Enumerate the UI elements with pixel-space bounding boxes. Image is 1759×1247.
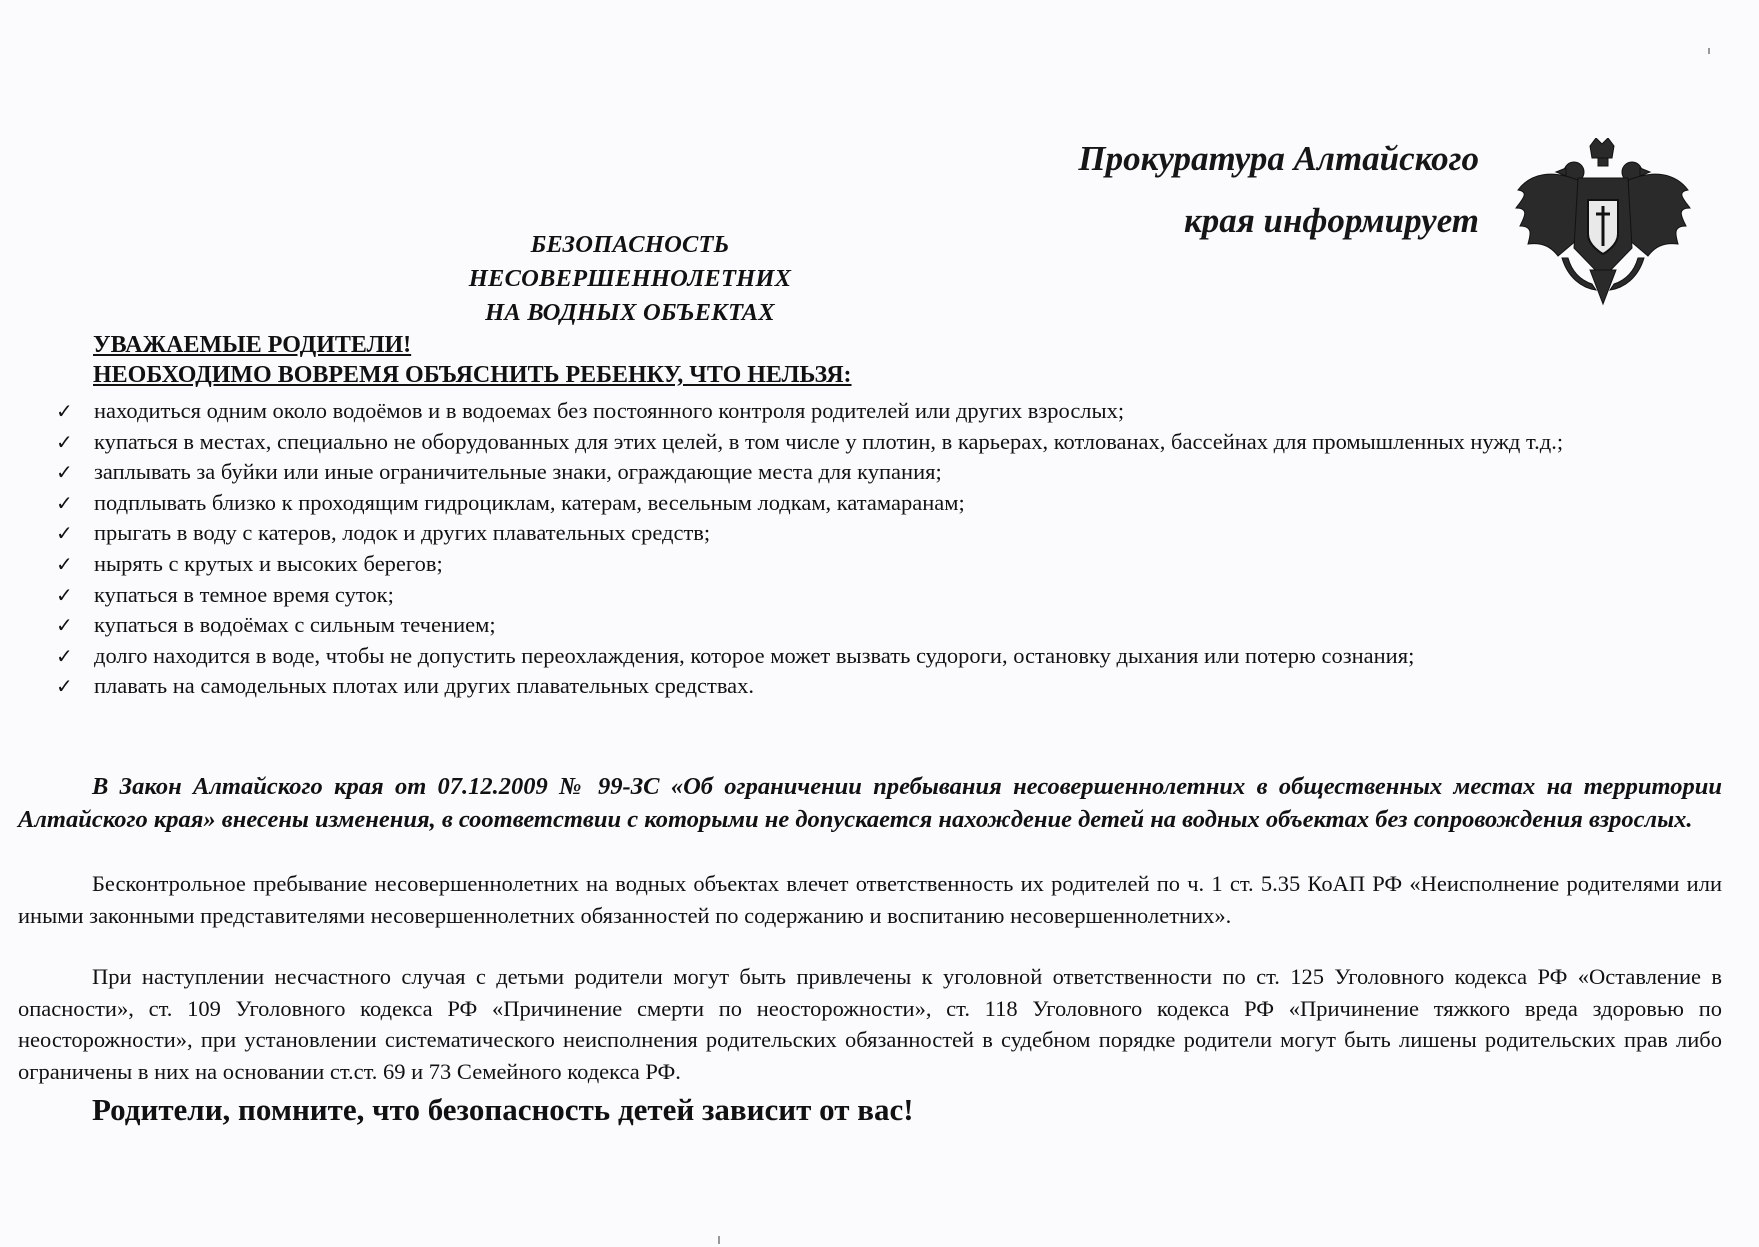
liability-paragraph: Бесконтрольное пребывание несовершеннолетних на водных объектах влечет ответственность их родителей по ч. 1 ст. 5.35 КоАП РФ «Неисполнение родителями или иными законными представителями несовершеннолетних обязанностей по содержанию и воспитанию несовершеннолетних». bbox=[18, 871, 1722, 928]
scan-artifact bbox=[1708, 48, 1710, 54]
closing-reminder: Родители, помните, что безопасность детей зависит от вас! bbox=[92, 1092, 914, 1127]
checklist-item bbox=[56, 641, 1722, 672]
appeal-line-2: НЕОБХОДИМО ВОВРЕМЯ ОБЪЯСНИТЬ РЕБЕНКУ, ЧТО НЕЛЬЗЯ: bbox=[93, 362, 852, 388]
checklist-item-text: нырять с крутых и высоких берегов; bbox=[94, 550, 443, 576]
prohibitions-checklist bbox=[56, 396, 1722, 702]
law-amendment-paragraph: В Закон Алтайского края от 07.12.2009 № 99-ЗС «Об ограничении пребывания несовершеннолетних в общественных местах на территории Алтайского края» внесены изменения, в соответствии с которыми не допускается нахождение детей на водных объектах без сопровождения взрослых. bbox=[18, 773, 1722, 833]
double-headed-eagle-emblem-icon bbox=[1512, 138, 1694, 306]
checklist-item bbox=[56, 671, 1722, 702]
check-icon: ✓ bbox=[56, 521, 73, 546]
appeal-line-1: УВАЖАЕМЫЕ РОДИТЕЛИ! bbox=[93, 332, 412, 358]
checklist-item-text: купаться в водоёмах с сильным течением; bbox=[94, 612, 496, 638]
checklist-item bbox=[56, 549, 1722, 580]
check-icon: ✓ bbox=[56, 490, 73, 515]
checklist-item bbox=[56, 457, 1722, 488]
checklist-item-text: прыгать в воду с катеров, лодок и других плавательных средств; bbox=[94, 520, 711, 546]
checklist-item bbox=[56, 518, 1722, 549]
checklist-item-text: долго находится в воде, чтобы не допустить переохлаждения, которое может вызвать судороги, остановку дыхания или потерю сознания; bbox=[94, 642, 1415, 668]
checklist-item-text: подплывать близко к проходящим гидроциклам, катерам, весельным лодкам, катамаранам; bbox=[94, 489, 965, 515]
check-icon: ✓ bbox=[56, 613, 73, 638]
checklist-item bbox=[56, 396, 1722, 427]
check-icon: ✓ bbox=[56, 643, 73, 668]
checklist-item bbox=[56, 610, 1722, 641]
checklist-item-text: плавать на самодельных плотах или других плавательных средствах. bbox=[94, 673, 755, 699]
checklist-item-text: купаться в темное время суток; bbox=[94, 581, 394, 607]
check-icon: ✓ bbox=[56, 582, 73, 607]
check-icon: ✓ bbox=[56, 429, 73, 454]
check-icon: ✓ bbox=[56, 551, 73, 576]
criminal-liability-paragraph: При наступлении несчастного случая с детьми родители могут быть привлечены к уголовной ответственности по ст. 125 Уголовного кодекса РФ «Оставление в опасности», ст. 109 Уголовного кодекса РФ «Причинение смерти по неосторожности», ст. 118 Уголовного кодекса РФ «Причинение тяжкого вреда здоровью по неосторожности», при установлении систематического неисполнения родительских обязанностей в судебном порядке родители могут быть лишены родительских прав либо ограничены в них на основании ст.ст. 69 и 73 Семейного кодекса РФ. bbox=[18, 964, 1722, 1084]
issuer-line-2: края информирует bbox=[1183, 201, 1479, 240]
checklist-item-text: находиться одним около водоёмов и в водоемах без постоянного контроля родителей или других взрослых; bbox=[94, 398, 1125, 423]
checklist-item bbox=[56, 427, 1722, 458]
check-icon: ✓ bbox=[56, 399, 73, 423]
issuer-heading bbox=[959, 128, 1479, 252]
title-line-1: БЕЗОПАСНОСТЬ НЕСОВЕРШЕННОЛЕТНИХ bbox=[468, 231, 792, 292]
checklist-item-text: купаться в местах, специально не оборудованных для этих целей, в том числе у плотин, в карьерах, котлованах, бассейнах для промышленных нужд т.д.; bbox=[94, 428, 1564, 454]
checklist-item bbox=[56, 580, 1722, 611]
scan-artifact bbox=[718, 1236, 720, 1244]
check-icon: ✓ bbox=[56, 460, 73, 485]
document-title bbox=[370, 228, 890, 330]
issuer-line-1: Прокуратура Алтайского bbox=[1078, 139, 1479, 178]
appeal-heading bbox=[93, 330, 852, 390]
check-icon: ✓ bbox=[56, 674, 73, 699]
title-line-2: НА ВОДНЫХ ОБЪЕКТАХ bbox=[485, 299, 775, 326]
checklist-item bbox=[56, 488, 1722, 519]
checklist-item-text: заплывать за буйки или иные ограничительные знаки, ограждающие места для купания; bbox=[94, 459, 942, 485]
